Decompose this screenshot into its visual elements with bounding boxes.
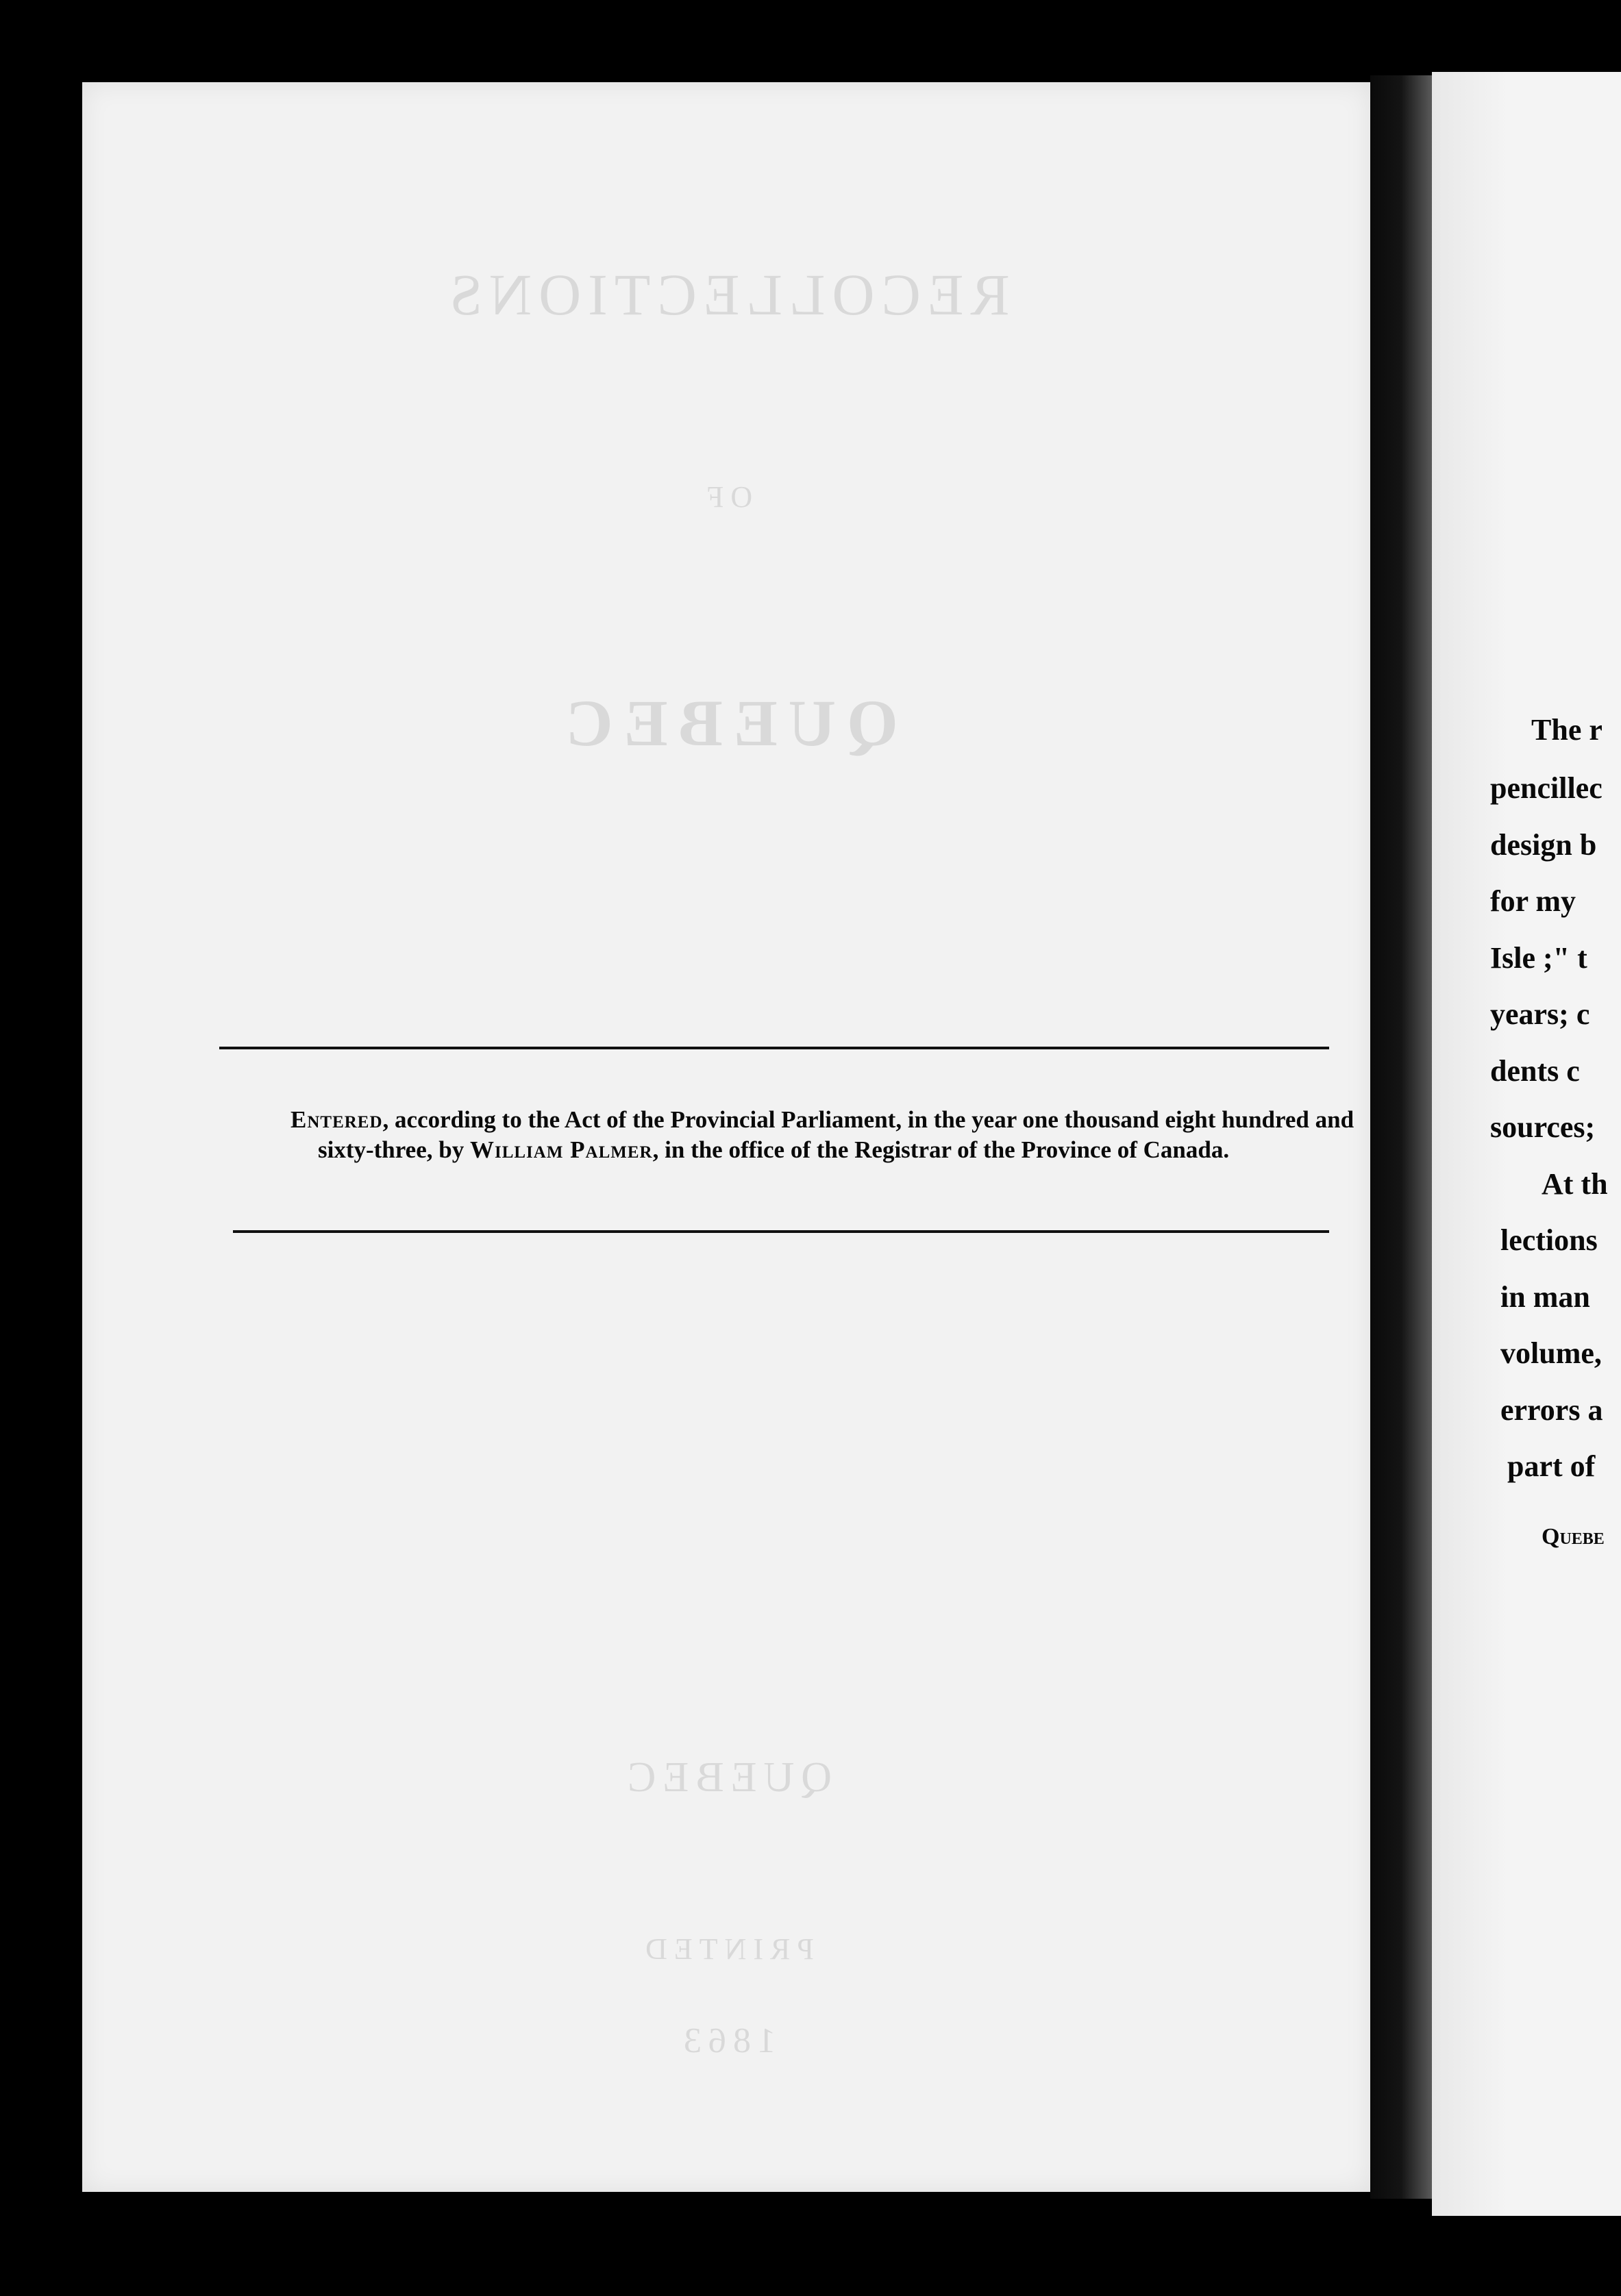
facing-text-fragment: part of [1507, 1449, 1596, 1483]
bottom-rule [233, 1230, 1329, 1233]
top-rule [219, 1047, 1329, 1049]
author-name: William Palmer [469, 1136, 653, 1163]
bleed-through-place: QUEBEC [621, 1754, 832, 1801]
bleed-through-imprint: PRINTED [639, 1932, 814, 1966]
copyright-notice [219, 1047, 1354, 1234]
facing-text-fragment: pencillec [1490, 771, 1603, 805]
facing-text-fragment: for my [1490, 884, 1576, 918]
facing-text-fragment: in man [1500, 1280, 1590, 1314]
facing-text-fragment: sources; [1490, 1110, 1596, 1144]
bleed-through-heading: QUEBEC [554, 686, 898, 760]
bleed-through-title: RECOLLECTIONS [443, 262, 1010, 327]
facing-text-fragment: dents c [1490, 1054, 1580, 1088]
recto-page-edge [1432, 72, 1621, 2216]
copyright-text-part-2: , in the office of the Registrar of the Province of Canada. [652, 1136, 1230, 1163]
facing-text-fragment: At th [1542, 1167, 1608, 1201]
facing-text-fragment: Isle ;" t [1490, 941, 1587, 975]
facing-text-fragment: lections [1500, 1223, 1598, 1257]
bleed-through-text: OF [700, 480, 753, 514]
facing-text-fragment: The r [1531, 713, 1603, 747]
facing-text-fragment: volume, [1500, 1336, 1602, 1370]
entered-word: Entered [290, 1106, 383, 1133]
facing-text-fragment: Quebe [1542, 1524, 1605, 1549]
copyright-text-part-1: , according to the Act of the Provincial Parliament, in the year one thousand eight hundred and sixty-three, by [318, 1106, 1354, 1163]
bleed-through-date: 1863 [677, 2021, 776, 2060]
facing-text-fragment: errors a [1500, 1393, 1603, 1427]
copyright-text [290, 1105, 1359, 1165]
facing-text-fragment: years; c [1490, 997, 1590, 1031]
facing-text-fragment: design b [1490, 828, 1597, 862]
